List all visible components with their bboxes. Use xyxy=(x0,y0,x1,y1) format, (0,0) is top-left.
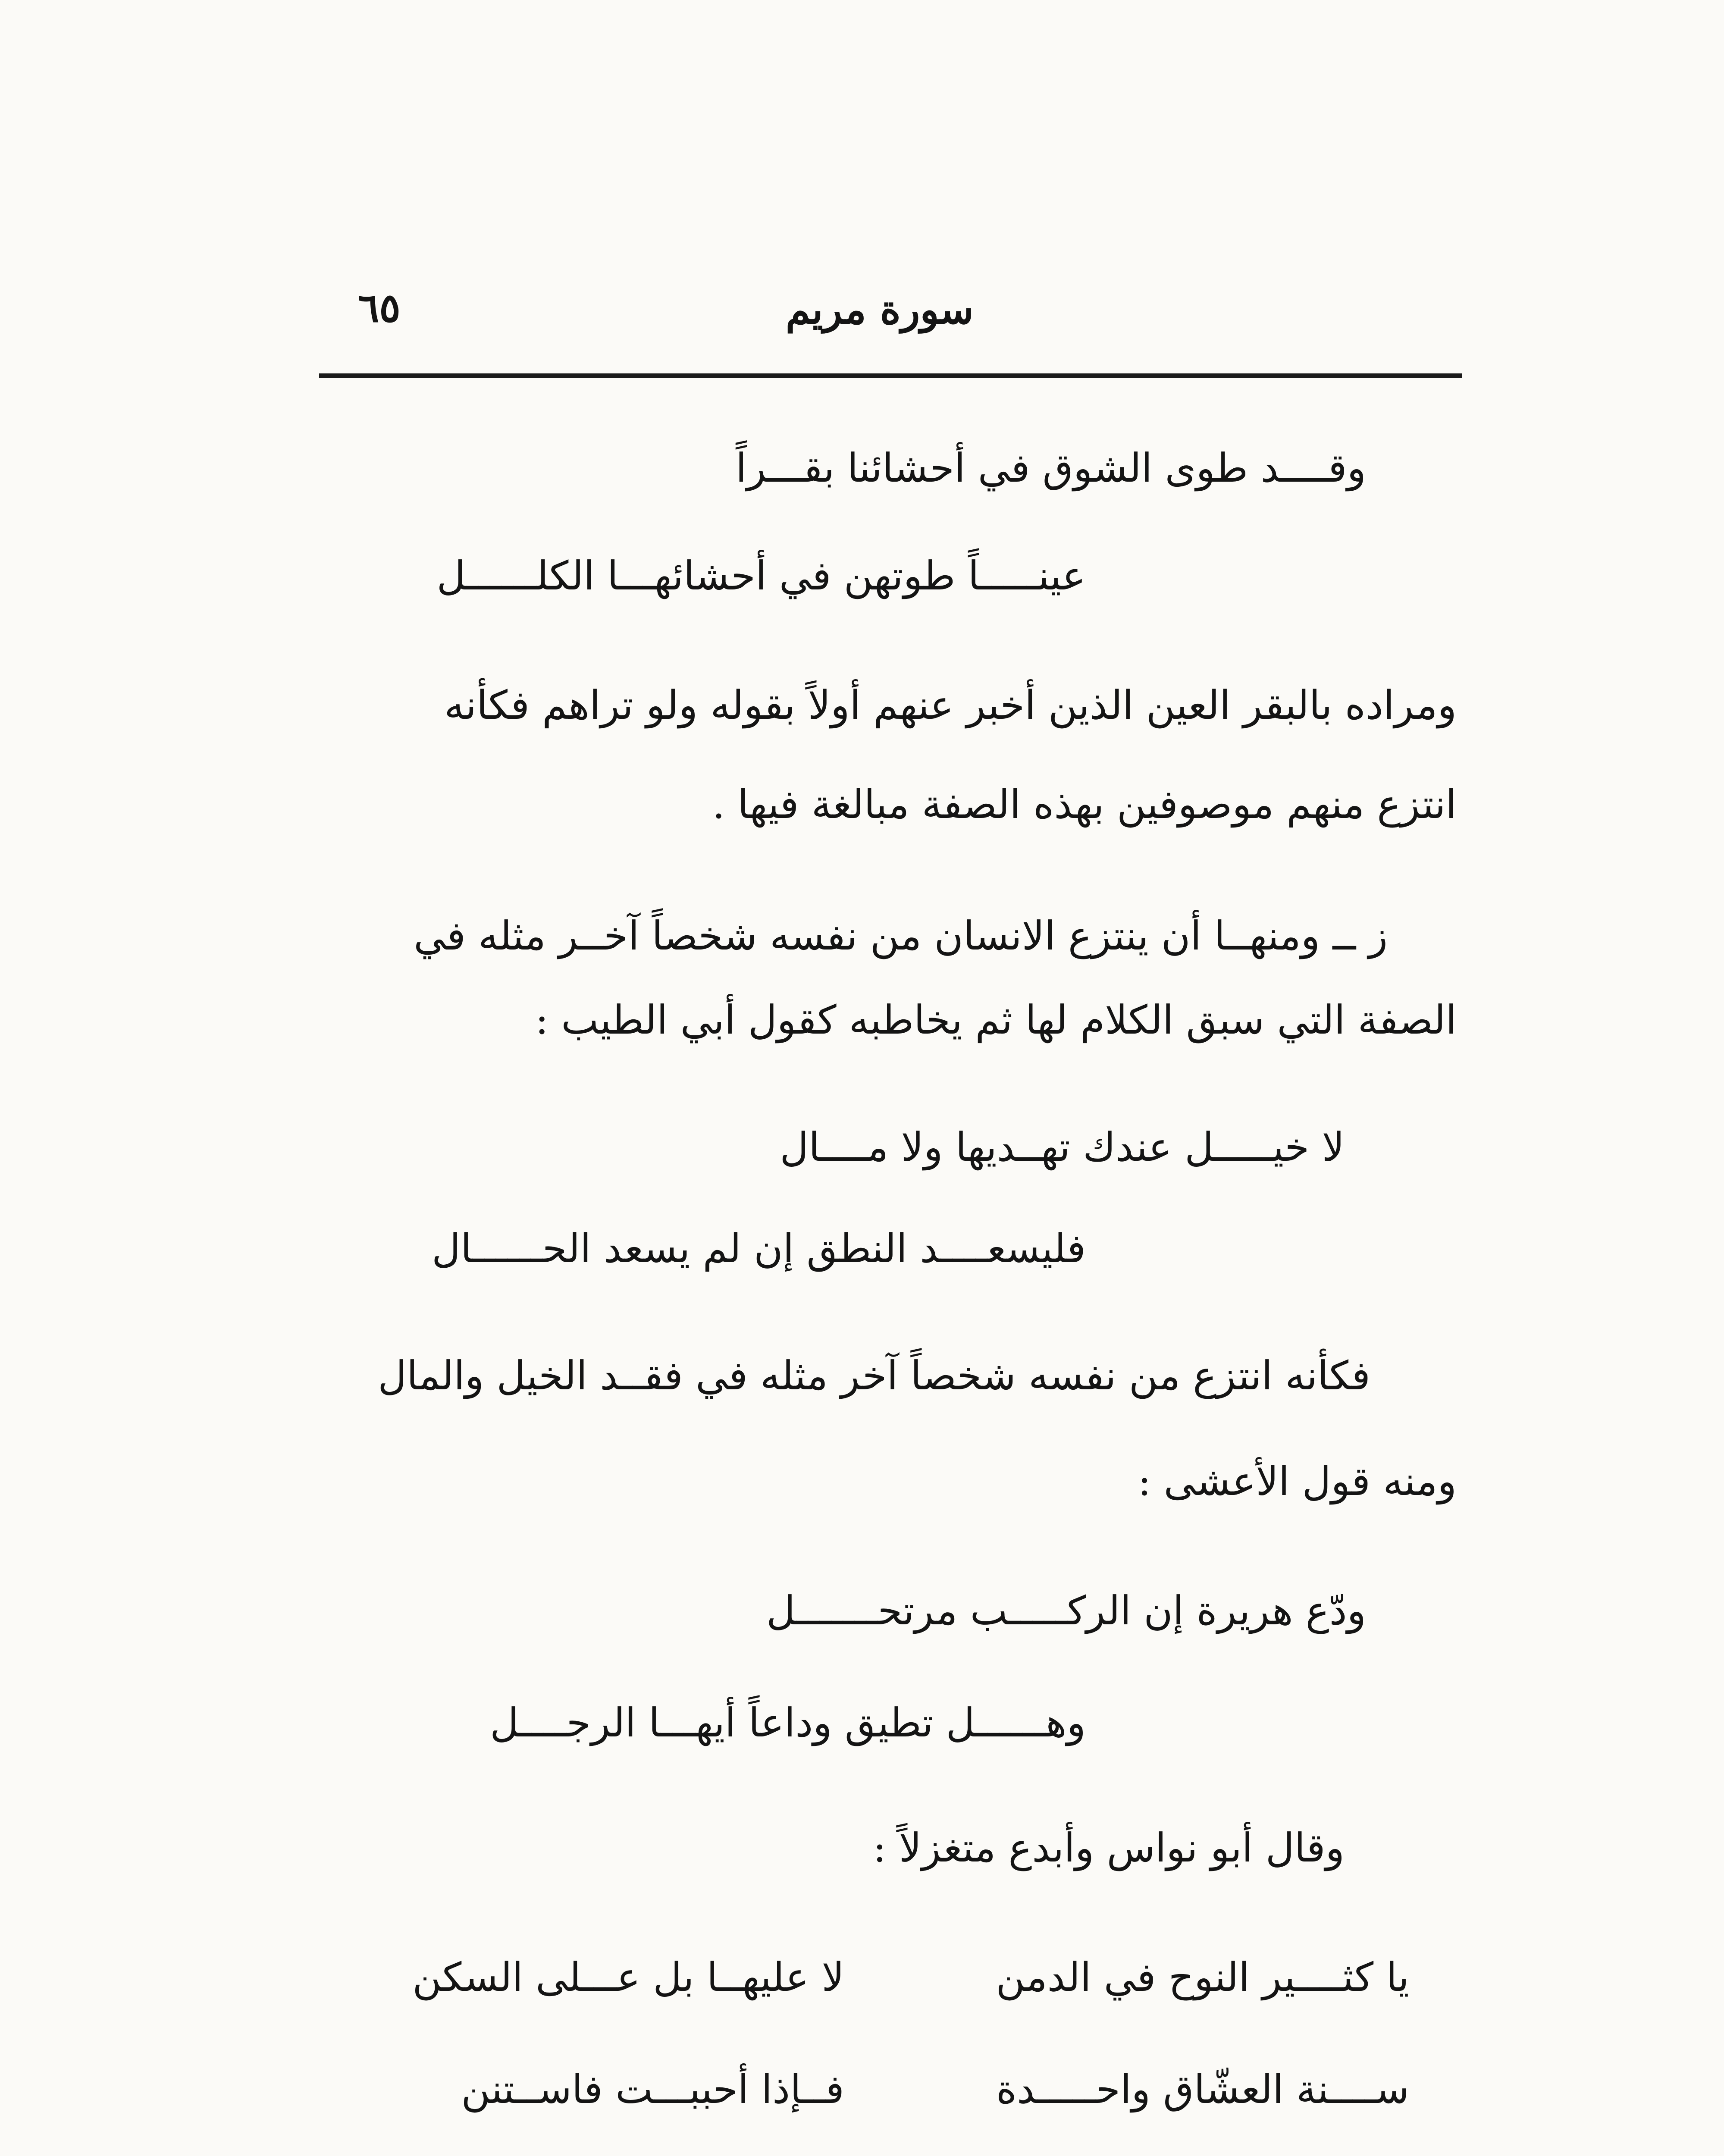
verse-line: يا كثــــير النوح في الدمن xyxy=(996,1954,1409,2000)
verse-line: لا عليهــا بل عـــلى السكن xyxy=(412,1954,844,2000)
paragraph-line: فكأنه انتزع من نفسه شخصاً آخر مثله في فقــد الخيل والمال xyxy=(378,1353,1370,1399)
verse-line: فــإذا أحببـــت فاســتنن xyxy=(461,2066,844,2112)
verse-line: ودّع هريرة إن الركـــــب مرتحـــــــل xyxy=(766,1588,1366,1634)
header-rule xyxy=(319,373,1462,378)
verse-line: عينـــــاً طوتهن في أحشائهـــا الكلــــــل xyxy=(436,553,1086,599)
page-number: ٦٥ xyxy=(358,285,401,331)
paragraph-line: الصفة التي سبق الكلام لها ثم يخاطبه كقول أبي الطيب : xyxy=(535,997,1457,1043)
paragraph-line: انتزع منهم موصوفين بهذه الصفة مبالغة فيها . xyxy=(712,781,1457,827)
paragraph-line: ز ــ ومنهــا أن ينتزع الانسان من نفسه شخصاً آخــر مثله في xyxy=(414,913,1388,959)
verse-line: لا خيـــــل عندك تهــديها ولا مــــال xyxy=(780,1124,1345,1170)
page-title: سورة مريم xyxy=(785,286,974,333)
verse-line: وهــــــل تطيق وداعاً أيهـــا الرجــــل xyxy=(490,1700,1086,1746)
verse-line: وقــــد طوى الشوق في أحشائنا بقـــراً xyxy=(736,445,1366,491)
verse-line: فليسعــــد النطق إن لم يسعد الحــــــال xyxy=(432,1225,1086,1272)
paragraph-line: وقال أبو نواس وأبدع متغزلاً : xyxy=(873,1825,1345,1871)
paragraph-line: ومنه قول الأعشى : xyxy=(1138,1458,1457,1504)
paragraph-line: ومراده بالبقر العين الذين أخبر عنهم أولاً بقوله ولو تراهم فكأنه xyxy=(444,682,1457,728)
verse-line: ســــنة العشّاق واحـــــدة xyxy=(996,2066,1409,2112)
